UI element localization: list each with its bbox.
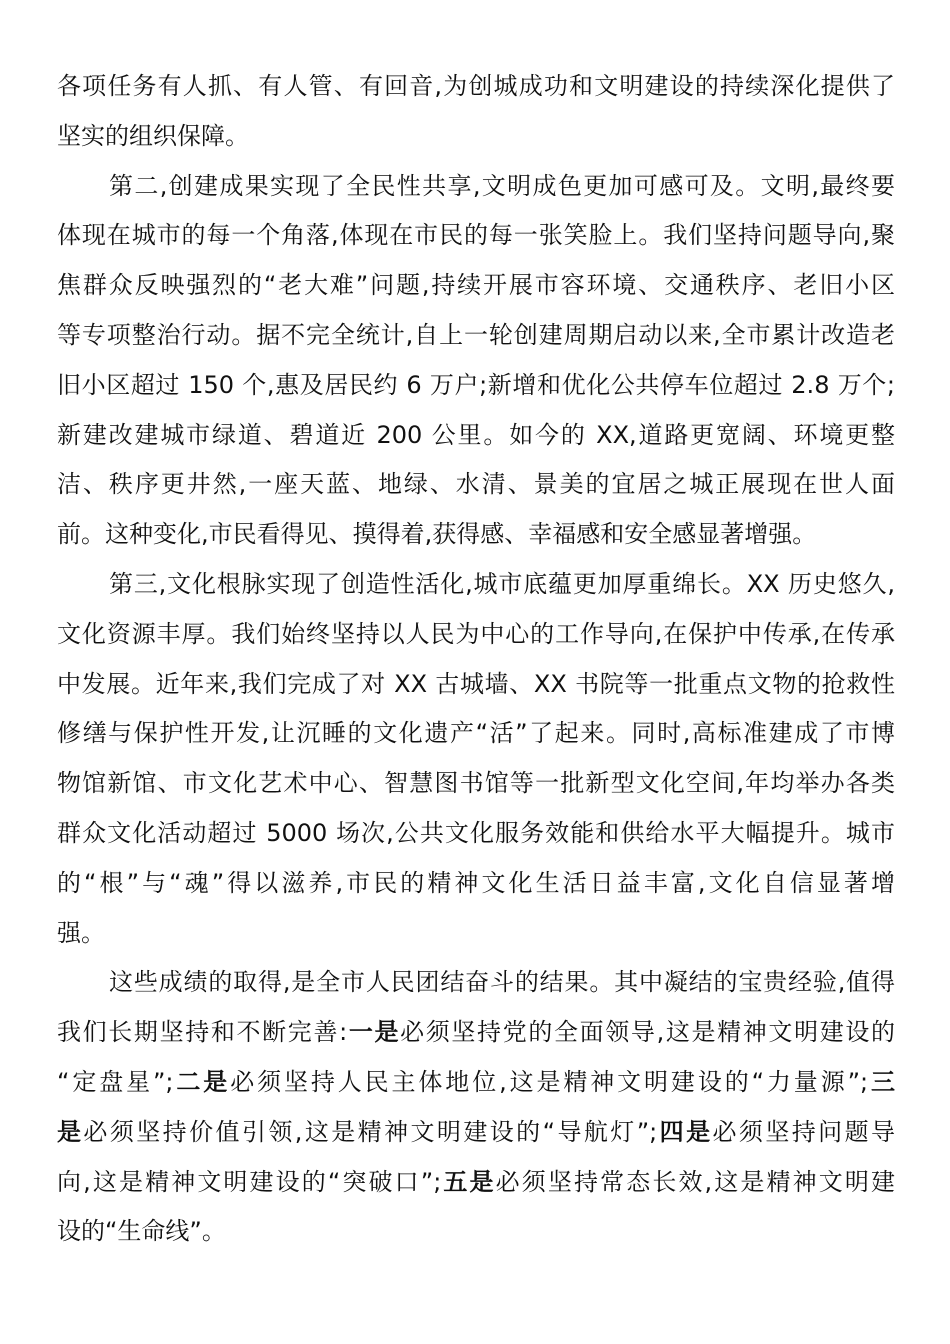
text-segment: 焦群众反映强烈的“老大难”问题,持续开展市容环境、交通秩序、老旧小区 [57, 271, 895, 300]
text-segment: 体现在城市的每一个角落,体现在市民的每一张笑脸上。我们坚持问题导向,聚 [57, 221, 895, 250]
document-page [57, 62, 895, 1257]
text-line [57, 411, 895, 461]
bold-label: 三 [868, 1067, 895, 1096]
text-line [57, 510, 895, 560]
text-segment: 前。这种变化,市民看得见、摸得着,获得感、幸福感和安全感显著增强。 [57, 520, 817, 549]
text-segment: 必须坚持常态长效,这是精神文明建 [495, 1167, 895, 1196]
text-segment: 必须坚持价值引领,这是精神文明建设的“导航灯”; [83, 1117, 658, 1146]
text-line [57, 112, 895, 162]
text-line [57, 859, 895, 909]
bold-label: 是 [57, 1117, 84, 1146]
text-line [57, 1158, 895, 1208]
text-line [57, 560, 895, 610]
text-segment: 群众文化活动超过 5000 场次,公共文化服务效能和供给水平大幅提升。城市 [57, 818, 895, 847]
text-line [57, 809, 895, 859]
text-line [57, 709, 895, 759]
text-segment: 洁、秩序更井然,一座天蓝、地绿、水清、景美的宜居之城正展现在世人面 [57, 470, 895, 499]
paragraph-p1-second-point [57, 162, 895, 560]
text-line [57, 1008, 895, 1058]
text-segment: 第二,创建成果实现了全民性共享,文明成色更加可感可及。文明,最终要 [109, 171, 895, 200]
text-segment: 这些成绩的取得,是全市人民团结奋斗的结果。其中凝结的宝贵经验,值得 [109, 968, 895, 997]
text-segment: 新建改建城市绿道、碧道近 200 公里。如今的 XX,道路更宽阔、环境更整 [57, 420, 895, 449]
text-segment: 必须坚持党的全面领导,这是精神文明建设的 [400, 1018, 895, 1047]
text-line [57, 361, 895, 411]
paragraph-p0-continuation [57, 62, 895, 162]
paragraph-p2-third-point [57, 560, 895, 958]
text-line [57, 909, 895, 959]
text-segment: 的“根”与“魂”得以滋养,市民的精神文化生活日益丰富,文化自信显著增 [57, 868, 895, 897]
text-segment: 第三,文化根脉实现了创造性活化,城市底蕴更加厚重绵长。XX 历史悠久, [109, 569, 895, 598]
text-segment: 我们长期坚持和不断完善: [57, 1018, 348, 1047]
paragraph-p3-experience [57, 958, 895, 1257]
text-segment: 中发展。近年来,我们完成了对 XX 古城墙、XX 书院等一批重点文物的抢救性 [57, 669, 895, 698]
text-line [57, 759, 895, 809]
text-line [57, 62, 895, 112]
text-segment: 物馆新馆、市文化艺术中心、智慧图书馆等一批新型文化空间,年均举办各类 [57, 769, 895, 798]
text-line [57, 1058, 895, 1108]
text-segment: 文化资源丰厚。我们始终坚持以人民为中心的工作导向,在保护中传承,在传承 [57, 619, 895, 648]
text-line [57, 660, 895, 710]
text-line [57, 958, 895, 1008]
text-segment: 向,这是精神文明建设的“突破口”; [57, 1167, 442, 1196]
text-segment: 必须坚持人民主体地位,这是精神文明建设的“力量源”; [230, 1067, 869, 1096]
text-segment: 设的“生命线”。 [57, 1217, 226, 1246]
text-segment: 等专项整治行动。据不完全统计,自上一轮创建周期启动以来,全市累计改造老 [57, 320, 895, 349]
text-line [57, 460, 895, 510]
text-line [57, 261, 895, 311]
text-segment: “定盘星”; [57, 1067, 174, 1096]
text-line [57, 211, 895, 261]
text-line [57, 311, 895, 361]
text-segment: 修缮与保护性开发,让沉睡的文化遗产“活”了起来。同时,高标准建成了市博 [57, 719, 895, 748]
text-line [57, 1207, 895, 1257]
text-segment: 各项任务有人抓、有人管、有回音,为创城成功和文明建设的持续深化提供了 [57, 72, 895, 100]
bold-label: 四是 [657, 1117, 713, 1146]
text-line [57, 1108, 895, 1158]
bold-label: 一是 [347, 1018, 401, 1047]
text-segment: 旧小区超过 150 个,惠及居民约 6 万户;新增和优化公共停车位超过 2.8 万个; [57, 370, 895, 399]
bold-label: 二是 [173, 1067, 231, 1096]
text-segment: 坚实的组织保障。 [57, 121, 249, 150]
bold-label: 五是 [441, 1167, 496, 1196]
text-line [57, 162, 895, 212]
text-line [57, 610, 895, 660]
text-segment: 必须坚持问题导 [712, 1117, 896, 1146]
text-segment: 强。 [57, 918, 105, 947]
